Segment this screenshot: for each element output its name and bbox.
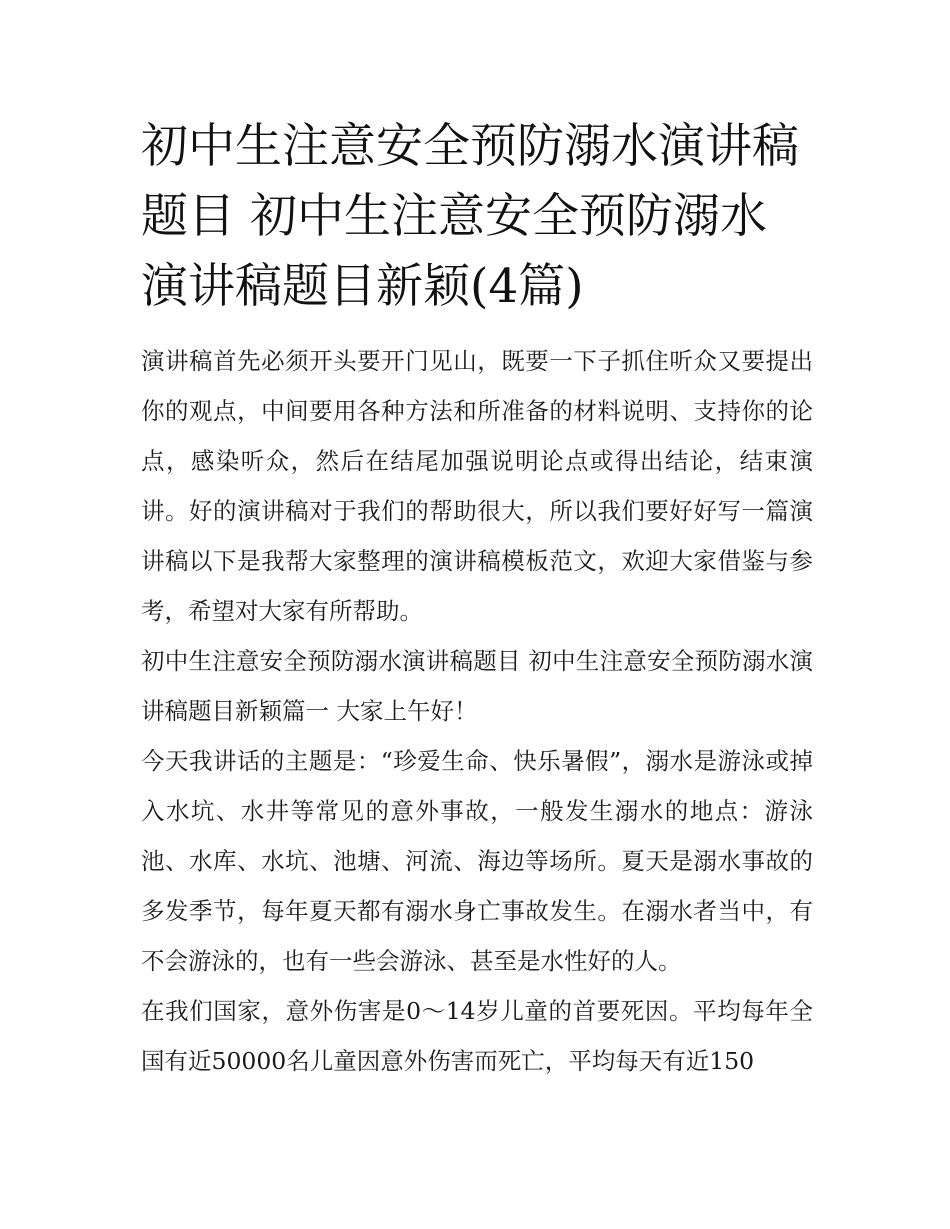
document-title: 初中生注意安全预防溺水演讲稿题目 初中生注意安全预防溺水演讲稿题目新颖(4篇) — [141, 119, 799, 314]
paragraph-intro: 演讲稿首先必须开头要开门见山，既要一下子抓住听众又要提出你的观点，中间要用各种方法和所准备的材料说明、支持你的论点，感染听众，然后在结尾加强说明论点或得出结论，结束演讲。好的演讲稿对于我们的帮助很大，所以我们要好好写一篇演讲稿以下是我帮大家整理的演讲稿模板范文，欢迎大家借鉴与参考，希望对大家有所帮助。 — [141, 347, 813, 625]
paragraph-theme: 今天我讲话的主题是：“珍爱生命、快乐暑假”，溺水是游泳或掉入水坑、水井等常见的意外事故，一般发生溺水的地点：游泳池、水库、水坑、池塘、河流、海边等场所。夏天是溺水事故的多发季节，每年夏天都有溺水身亡事故发生。在溺水者当中，有不会游泳的，也有一些会游泳、甚至是水性好的人。 — [141, 747, 813, 975]
document-body — [141, 112, 813, 1086]
paragraph-section-heading: 初中生注意安全预防溺水演讲稿题目 初中生注意安全预防溺水演讲稿题目新颖篇一 大家上午好！ — [141, 647, 813, 725]
paragraph-statistics: 在我们国家，意外伤害是0～14岁儿童的首要死因。平均每年全国有近50000名儿童因意外伤害而死亡，平均每天有近150 — [141, 997, 813, 1075]
